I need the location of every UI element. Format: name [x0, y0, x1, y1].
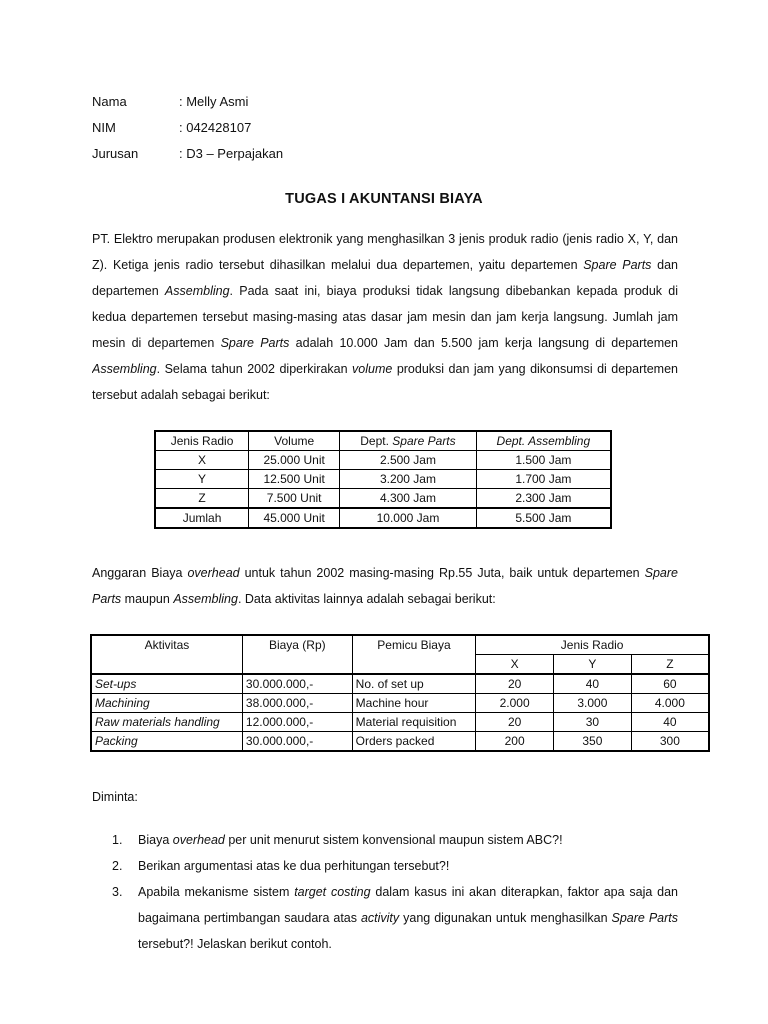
page-title: TUGAS I AKUNTANSI BIAYA — [285, 191, 483, 207]
table-cell: 4.300 Jam — [340, 489, 476, 509]
table-row — [91, 694, 709, 713]
table-row — [91, 713, 709, 732]
table-cell: Z — [155, 489, 249, 509]
paragraph-line: mesin di departemen Spare Parts adalah 10.000 Jam dan 5.500 jam kerja langsung di departemen — [92, 336, 678, 350]
table-cell: No. of set up — [352, 674, 476, 694]
nim-label: NIM — [92, 120, 116, 135]
paragraph-line: departemen Assembling. Pada saat ini, biaya produksi tidak langsung dibebankan kepada produk di — [92, 284, 678, 298]
list-number: 3. — [112, 885, 123, 899]
col-header: Jenis Radio — [155, 431, 249, 451]
table-header-row — [91, 635, 709, 655]
paragraph-line: Parts maupun Assembling. Data aktivitas lainnya adalah sebagai berikut: — [92, 592, 496, 606]
table-cell: 40 — [554, 674, 632, 694]
paragraph-line: tersebut adalah sebagai berikut: — [92, 388, 270, 402]
col-header: Dept. Assembling — [476, 431, 611, 451]
list-number: 1. — [112, 833, 123, 847]
table-cell: 30 — [554, 713, 632, 732]
paragraph-line: Anggaran Biaya overhead untuk tahun 2002 masing-masing Rp.55 Juta, baik untuk departemen Spare — [92, 566, 678, 580]
col-header: Pemicu Biaya — [352, 635, 476, 674]
diminta-heading: Diminta: — [92, 790, 138, 804]
table-cell: Packing — [91, 732, 242, 752]
table-cell: 350 — [554, 732, 632, 752]
table-cell: 5.500 Jam — [476, 508, 611, 528]
paragraph-line: Assembling. Selama tahun 2002 diperkirakan volume produksi dan jam yang dikonsumsi di departemen — [92, 362, 678, 376]
table-cell: Machining — [91, 694, 242, 713]
table-cell: 2.300 Jam — [476, 489, 611, 509]
intro-paragraph — [92, 226, 678, 408]
table-cell: Orders packed — [352, 732, 476, 752]
table-cell: Set-ups — [91, 674, 242, 694]
table-header-row — [155, 431, 611, 451]
table-cell: 45.000 Unit — [249, 508, 340, 528]
table-cell: 20 — [476, 713, 554, 732]
col-subheader: X — [476, 655, 554, 675]
table-cell: 20 — [476, 674, 554, 694]
table-row — [155, 470, 611, 489]
col-header: Aktivitas — [91, 635, 242, 674]
table-cell: 300 — [631, 732, 709, 752]
table-row — [155, 451, 611, 470]
table-cell: 10.000 Jam — [340, 508, 476, 528]
table-cell: Jumlah — [155, 508, 249, 528]
activity-cost-table — [90, 634, 710, 752]
table-cell: Material requisition — [352, 713, 476, 732]
jurusan-label: Jurusan — [92, 146, 139, 161]
paragraph-line: kedua departemen tersebut masing-masing atas dasar jam mesin dan jam kerja langsung. Jumlah jam — [92, 310, 678, 324]
table-cell: 200 — [476, 732, 554, 752]
col-subheader: Z — [631, 655, 709, 675]
table-cell: 7.500 Unit — [249, 489, 340, 509]
paragraph-line: Z). Ketiga jenis radio tersebut dihasilkan melalui dua departemen, yaitu departemen Spare Parts dan — [92, 258, 678, 272]
table-cell: 40 — [631, 713, 709, 732]
nim-value: : 042428107 — [179, 120, 252, 135]
table-cell: 2.000 — [476, 694, 554, 713]
overhead-paragraph — [92, 560, 678, 612]
table-cell: 12.500 Unit — [249, 470, 340, 489]
col-header: Volume — [249, 431, 340, 451]
table-cell: 2.500 Jam — [340, 451, 476, 470]
col-header: Jenis Radio — [476, 635, 709, 655]
table-cell: Machine hour — [352, 694, 476, 713]
col-subheader: Y — [554, 655, 632, 675]
list-item — [92, 827, 682, 853]
list-text: Apabila mekanisme sistem target costing dalam kasus ini akan diterapkan, faktor apa saja dan bagaimana pertimbangan saudara atas activity yang digunakan untuk menghasilkan Spare Parts tersebut?! Jelaskan berikut contoh. — [138, 885, 678, 951]
table-cell: 12.000.000,- — [242, 713, 352, 732]
jurusan-value: : D3 – Perpajakan — [179, 146, 284, 161]
col-header: Biaya (Rp) — [242, 635, 352, 674]
table-cell: 25.000 Unit — [249, 451, 340, 470]
table-cell: 3.200 Jam — [340, 470, 476, 489]
table-row — [91, 674, 709, 694]
list-item — [92, 879, 682, 959]
table-cell: 60 — [631, 674, 709, 694]
table-row — [91, 732, 709, 752]
table-cell: 1.700 Jam — [476, 470, 611, 489]
table-cell: 1.500 Jam — [476, 451, 611, 470]
table-cell: X — [155, 451, 249, 470]
table-cell: 3.000 — [554, 694, 632, 713]
table-cell: 38.000.000,- — [242, 694, 352, 713]
table-total-row — [155, 508, 611, 528]
paragraph-line: PT. Elektro merupakan produsen elektronik yang menghasilkan 3 jenis produk radio (jenis radio X, Y, dan — [92, 232, 678, 246]
table-cell: 30.000.000,- — [242, 674, 352, 694]
list-text: Berikan argumentasi atas ke dua perhitungan tersebut?! — [138, 859, 450, 873]
col-header: Dept. Spare Parts — [340, 431, 476, 451]
list-item — [92, 853, 682, 879]
radio-volume-table — [154, 430, 612, 529]
table-cell: 30.000.000,- — [242, 732, 352, 752]
table-cell: Y — [155, 470, 249, 489]
table-cell: Raw materials handling — [91, 713, 242, 732]
list-text: Biaya overhead per unit menurut sistem konvensional maupun sistem ABC?! — [138, 833, 563, 847]
table-row — [155, 489, 611, 509]
list-number: 2. — [112, 859, 123, 873]
table-cell: 4.000 — [631, 694, 709, 713]
nama-label: Nama — [92, 94, 127, 109]
nama-value: : Melly Asmi — [179, 94, 249, 109]
